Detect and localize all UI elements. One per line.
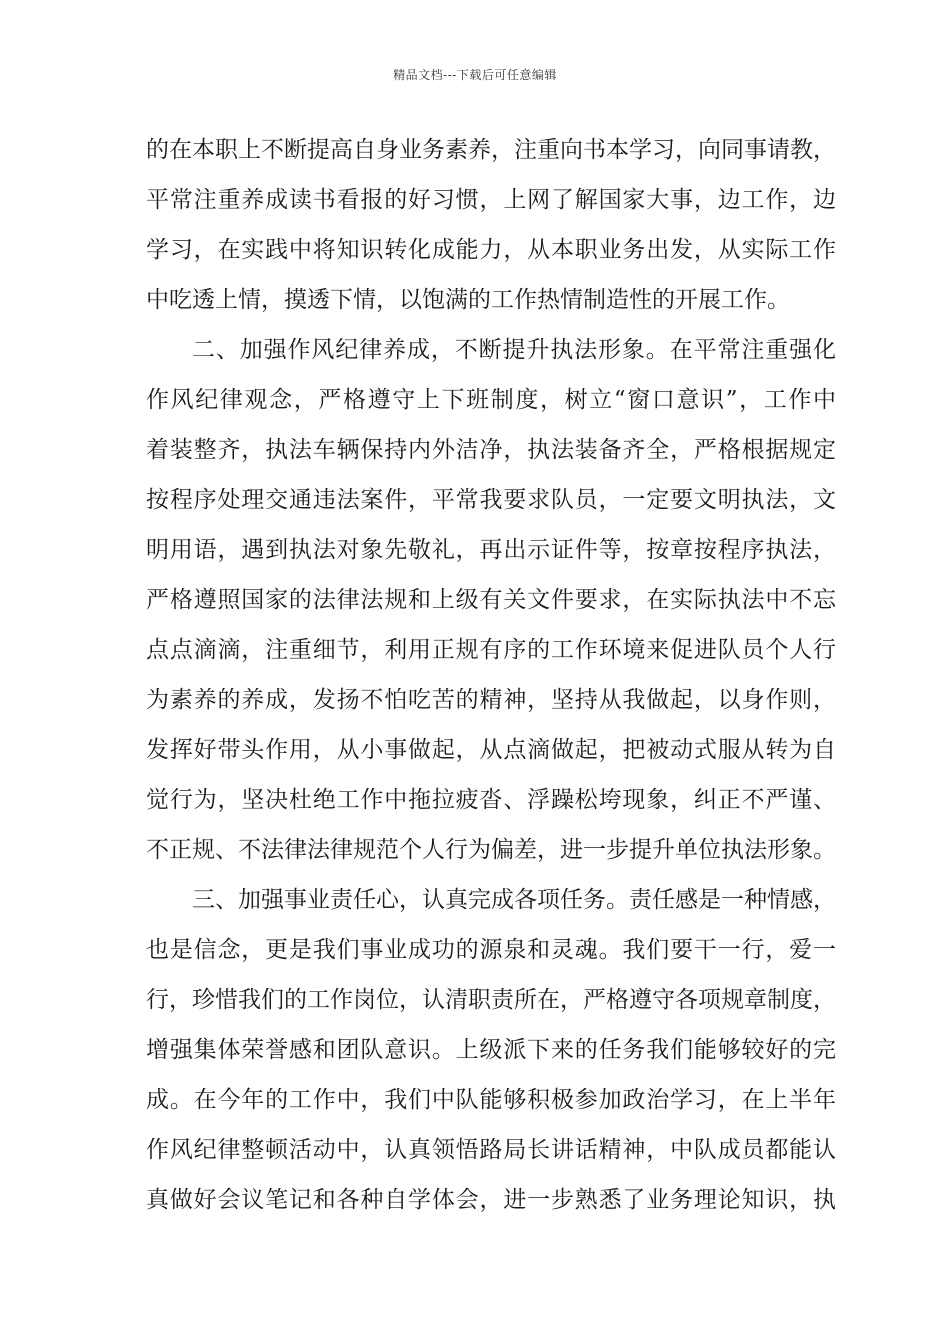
text-line: 作风纪律观念，严格遵守上下班制度，树立“窗口意识”，工作中 bbox=[146, 387, 836, 413]
text-line: 不正规、不法律法律规范个人行为偏差，进一步提升单位执法形象。 bbox=[146, 837, 836, 863]
text-line: 成。在今年的工作中，我们中队能够积极参加政治学习，在上半年 bbox=[146, 1087, 836, 1113]
text-line: 学习，在实践中将知识转化成能力，从本职业务出发，从实际工作 bbox=[146, 237, 836, 263]
text-line: 发挥好带头作用，从小事做起，从点滴做起，把被动式服从转为自 bbox=[146, 737, 836, 763]
text-line: 明用语，遇到执法对象先敬礼，再出示证件等，按章按程序执法， bbox=[146, 537, 836, 563]
text-line: 的在本职上不断提高自身业务素养，注重向书本学习，向同事请教， bbox=[146, 137, 836, 163]
text-line: 作风纪律整顿活动中，认真领悟路局长讲话精神，中队成员都能认 bbox=[146, 1137, 836, 1163]
paragraph-heading-line: 三、加强事业责任心，认真完成各项任务。责任感是一种情感， bbox=[192, 887, 836, 913]
page-header: 精品文档---下载后可任意编辑 bbox=[393, 68, 557, 82]
text-line: 觉行为，坚决杜绝工作中拖拉疲沓、浮躁松垮现象，纠正不严谨、 bbox=[146, 787, 836, 813]
text-line: 也是信念，更是我们事业成功的源泉和灵魂。我们要干一行，爱一 bbox=[146, 937, 836, 963]
text-line: 点点滴滴，注重细节，利用正规有序的工作环境来促进队员个人行 bbox=[146, 637, 836, 663]
text-line: 着装整齐，执法车辆保持内外洁净，执法装备齐全，严格根据规定 bbox=[146, 437, 836, 463]
text-line: 行，珍惜我们的工作岗位，认清职责所在，严格遵守各项规章制度， bbox=[146, 987, 836, 1013]
text-line: 按程序处理交通违法案件，平常我要求队员，一定要文明执法，文 bbox=[146, 487, 836, 513]
text-line: 增强集体荣誉感和团队意识。上级派下来的任务我们能够较好的完 bbox=[146, 1037, 836, 1063]
text-line: 中吃透上情，摸透下情，以饱满的工作热情制造性的开展工作。 bbox=[146, 287, 790, 313]
text-line: 真做好会议笔记和各种自学体会，进一步熟悉了业务理论知识，执 bbox=[146, 1187, 836, 1213]
document-body bbox=[146, 125, 836, 1225]
text-line: 严格遵照国家的法律法规和上级有关文件要求，在实际执法中不忘 bbox=[146, 587, 836, 613]
text-line: 为素养的养成，发扬不怕吃苦的精神，坚持从我做起，以身作则， bbox=[146, 687, 836, 713]
paragraph-heading-line: 二、加强作风纪律养成，不断提升执法形象。在平常注重强化 bbox=[192, 337, 836, 363]
text-line: 平常注重养成读书看报的好习惯，上网了解国家大事，边工作，边 bbox=[146, 187, 836, 213]
